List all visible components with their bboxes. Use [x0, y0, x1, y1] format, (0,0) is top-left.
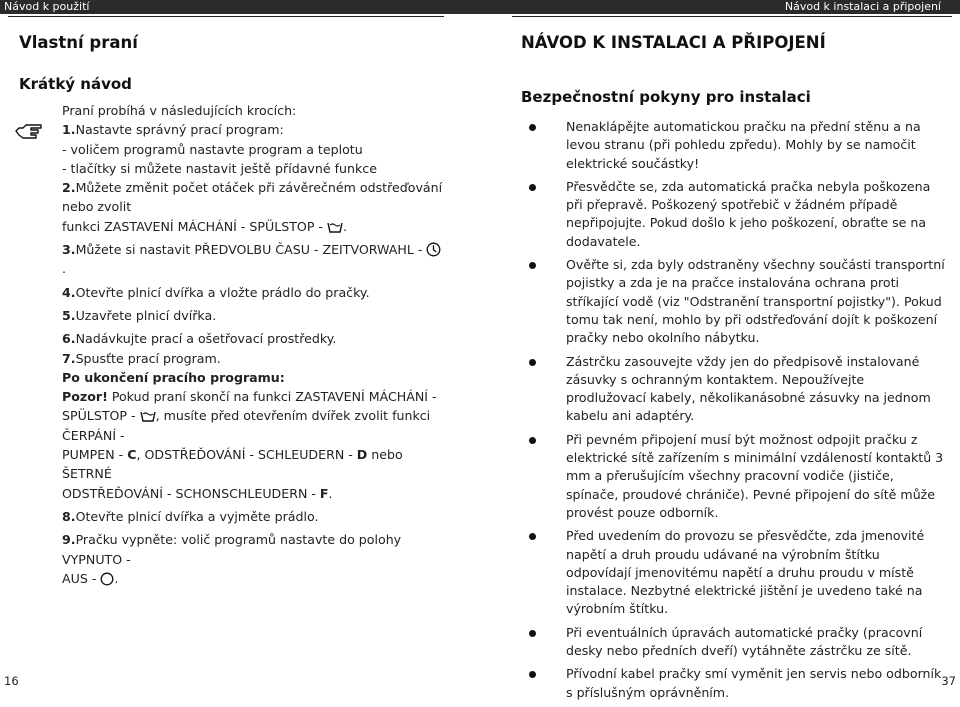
page-header-bar	[0, 0, 960, 14]
step-9-cont: AUS - .	[62, 570, 119, 586]
step-text: Můžete si nastavit PŘEDVOLBU ČASU - ZEITVORWAHL -	[75, 242, 427, 258]
step-4	[62, 283, 444, 302]
left-header-rule	[8, 16, 444, 17]
bullet-text: Ověřte si, zda byly odstraněny všechny součásti transportní pojistky a zda je na pračce instalována ochrana proti stříkající vodě (viz "Odstranění transportní pojistky"). Pokud tomu tak není, mohlo by při odstřeďování dojít k poškození pračky nebo okolního nábytku.	[566, 257, 945, 346]
bullet-item	[529, 431, 945, 522]
bullet-text: Nenaklápějte automatickou pračku na přední stěnu a na levou stranu (při pohledu zpředu). Mohly by se namočit elektrické součástky!	[566, 119, 921, 171]
bullet-dot	[529, 359, 536, 366]
step-2-cont: funkci ZASTAVENÍ MÁCHÁNÍ - SPÜLSTOP - .	[62, 218, 347, 234]
warning-line-2	[62, 406, 444, 445]
header-left-text: Návod k použití	[4, 0, 90, 13]
program-letter-d: D	[356, 447, 368, 463]
step-text: Otevřte plnicí dvířka a vložte prádlo do pračky.	[75, 284, 370, 300]
step-text: Uzavřete plnicí dvířka.	[75, 307, 217, 323]
program-letter-c: C	[127, 447, 137, 463]
step-6	[62, 329, 444, 348]
bullet-item	[529, 178, 945, 251]
warning-text: , ODSTŘEĎOVÁNÍ - SCHLEUDERN -	[136, 447, 357, 463]
right-page-title: NÁVOD K INSTALACI A PŘIPOJENÍ	[521, 33, 826, 52]
bullet-item	[529, 256, 945, 347]
bullet-item	[529, 665, 945, 702]
step-1	[62, 120, 444, 139]
bullet-dot	[529, 671, 536, 678]
step-number: 2.	[62, 180, 76, 196]
rinse-hold-icon	[140, 409, 156, 423]
bullet-text: Při pevném připojení musí být možnost odpojit pračku z elektrické sítě zařízením s minimální vzdáleností kontaktů 3 mm a přerušujícím všechny pracovní vodiče (jističe, spínače, proudové chrániče). Pevné připojení do sítě může provést pouze odborník.	[566, 431, 944, 520]
warning-line-3	[62, 445, 444, 484]
warning-text: PUMPEN -	[62, 447, 128, 463]
step-text: funkci ZASTAVENÍ MÁCHÁNÍ - SPÜLSTOP -	[62, 218, 327, 234]
warning-line-4: ODSTŘEĎOVÁNÍ - SCHONSCHLEUDERN - F.	[62, 485, 333, 501]
warning-text: Pokud praní skončí na funkci ZASTAVENÍ MÁCHÁNÍ -	[107, 389, 437, 405]
step-number: 9.	[62, 532, 76, 548]
timer-icon	[426, 242, 441, 257]
page-number-right: 37	[941, 674, 956, 688]
step-8	[62, 507, 444, 526]
bullet-dot	[529, 262, 536, 269]
left-instructions	[62, 101, 444, 588]
left-page-heading: Vlastní praní	[19, 33, 138, 52]
page-number-left: 16	[4, 674, 19, 688]
step-7	[62, 349, 444, 368]
bullet-item	[529, 118, 945, 173]
warning-line-1	[62, 387, 444, 406]
warning-text: ODSTŘEĎOVÁNÍ - SCHONSCHLEUDERN -	[62, 485, 320, 501]
pointing-hand-icon	[14, 120, 44, 142]
bullet-dot	[529, 184, 536, 191]
bullet-item	[529, 527, 945, 618]
left-page-subheading: Krátký návod	[19, 75, 132, 93]
after-program-heading: Po ukončení pracího programu:	[62, 369, 285, 385]
bullet-item	[529, 624, 945, 661]
step-text: Pračku vypněte: volič programů nastavte do polohy VYPNUTO -	[62, 532, 402, 567]
step-2	[62, 178, 444, 217]
step-text: Spusťte prací program.	[75, 350, 221, 366]
step-number: 1.	[62, 122, 76, 138]
bullet-text: Přesvědčte se, zda automatická pračka nebyla poškozena při přepravě. Poškozený spotřebič v žádném případě nepřipojujte. Pokud došlo k jeho poškození, obraťte se na dodavatele.	[566, 178, 931, 249]
bullet-dot	[529, 124, 536, 131]
warning-text: , musíte před otevřením dvířek zvolit funkci ČERPÁNÍ -	[62, 408, 431, 443]
right-page-subtitle: Bezpečnostní pokyny pro instalaci	[521, 88, 811, 106]
step-text: AUS -	[62, 570, 101, 586]
step-number: 8.	[62, 508, 76, 524]
step-number: 4.	[62, 284, 76, 300]
step-number: 7.	[62, 350, 76, 366]
step-3: 3.Můžete si nastavit PŘEDVOLBU ČASU - ZEITVORWAHL - .	[62, 240, 444, 279]
step-text: Nadávkujte prací a ošetřovací prostředky.	[75, 331, 337, 347]
off-position-icon	[100, 572, 114, 586]
bullet-text: Přívodní kabel pračky smí vyměnit jen servis nebo odborník s příslušným oprávněním.	[566, 666, 942, 700]
step-text: Nastavte správný prací program:	[75, 122, 284, 138]
step-9	[62, 530, 444, 569]
bullet-dot	[529, 630, 536, 637]
step-number: 6.	[62, 331, 76, 347]
bullet-item	[529, 353, 945, 426]
step-number: 3.	[62, 242, 76, 258]
bullet-dot	[529, 437, 536, 444]
step-text: Můžete změnit počet otáček při závěrečném odstřeďování nebo zvolit	[62, 180, 443, 215]
warning-text: nebo ŠETRNÉ	[62, 447, 403, 482]
header-right-text: Návod k instalaci a připojení	[784, 0, 941, 13]
warning-label: Pozor!	[62, 389, 108, 405]
bullet-dot	[529, 533, 536, 540]
intro-text: Praní probíhá v následujících krocích:	[62, 103, 297, 118]
bullet-text: Před uvedením do provozu se přesvědčte, zda jmenovité napětí a druh proudu udávané na výrobním štítku odpovídají jmenovitému napětí a druhu proudu v místě instalace. Nezbytné elektrické jištění je uvedeno také na výrobním štítku.	[566, 528, 925, 617]
right-header-rule	[512, 16, 952, 17]
step-5	[62, 306, 444, 325]
warning-text: SPÜLSTOP -	[62, 408, 140, 424]
safety-bullet-list	[529, 118, 945, 707]
bullet-text: Při eventuálních úpravách automatické pračky (pracovní desky nebo předních dveří) vytáhněte zástrčku ze sítě.	[566, 624, 923, 659]
step-text: Otevřte plnicí dvířka a vyjměte prádlo.	[75, 508, 319, 524]
program-letter-f: F	[319, 485, 329, 501]
rinse-hold-icon	[327, 220, 343, 234]
step-1-sub-a: - voličem programů nastavte program a teplotu	[62, 141, 363, 157]
bullet-text: Zástrčku zasouvejte vždy jen do předpisově instalované zásuvky s ochranným kontaktem. Nepoužívejte prodlužovací kabely, několikanásobné zásuvky na jednom kabelu ani adaptéry.	[566, 353, 931, 424]
step-1-sub-b: - tlačítky si můžete nastavit ještě přídavné funkce	[62, 160, 377, 176]
step-number: 5.	[62, 307, 76, 323]
